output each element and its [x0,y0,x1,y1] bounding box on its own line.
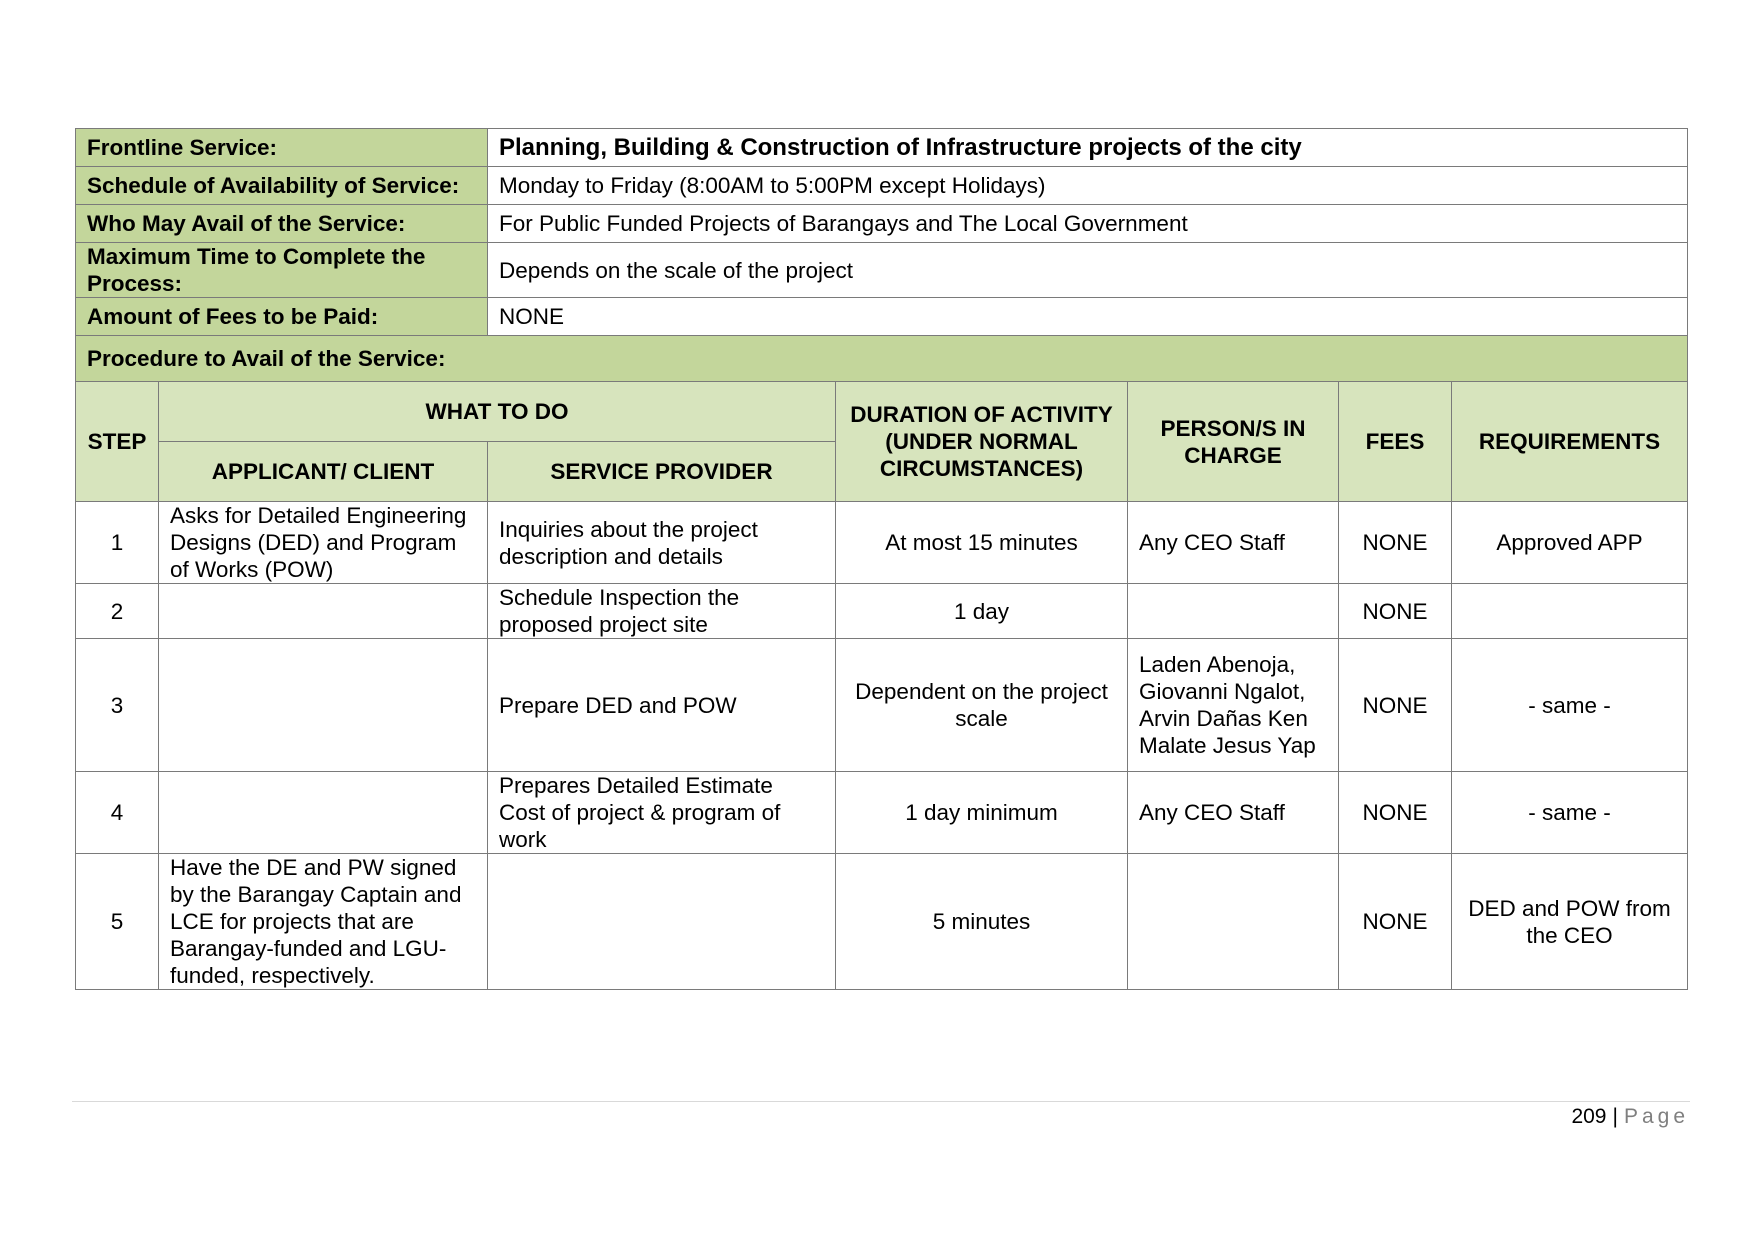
duration: Dependent on the project scale [836,639,1128,772]
who-label: Who May Avail of the Service: [76,205,488,243]
person-in-charge: Any CEO Staff [1128,772,1339,854]
fees: NONE [1339,502,1452,584]
header-fees: FEES [1339,382,1452,502]
duration: 1 day minimum [836,772,1128,854]
requirements: Approved APP [1452,502,1688,584]
header-persons: PERSON/S IN CHARGE [1128,382,1339,502]
procedure-header [76,382,1688,502]
info-row-fees [76,298,1688,336]
procedure-label: Procedure to Avail of the Service: [76,336,1688,382]
duration: At most 15 minutes [836,502,1128,584]
person-in-charge [1128,584,1339,639]
max-time-value: Depends on the scale of the project [488,243,1688,298]
max-time-label: Maximum Time to Complete the Process: [76,243,488,298]
header-what-to-do: WHAT TO DO [159,382,836,442]
step-number: 3 [76,639,159,772]
info-row-max-time [76,243,1688,298]
schedule-value: Monday to Friday (8:00AM to 5:00PM except Holidays) [488,167,1688,205]
page-separator: | [1612,1105,1618,1128]
step-row [76,584,1688,639]
who-value: For Public Funded Projects of Barangays and The Local Government [488,205,1688,243]
step-number: 5 [76,854,159,990]
provider-action [488,854,836,990]
citizens-charter-sheet [75,128,1687,990]
procedure-steps [76,502,1688,990]
fees: NONE [1339,854,1452,990]
frontline-value: Planning, Building & Construction of Infrastructure projects of the city [488,129,1688,167]
requirements: DED and POW from the CEO [1452,854,1688,990]
page-word: Page [1623,1105,1689,1128]
header-step: STEP [76,382,159,502]
step-row [76,639,1688,772]
person-in-charge: Laden Abenoja, Giovanni Ngalot, Arvin Dañas Ken Malate Jesus Yap [1128,639,1339,772]
provider-action: Schedule Inspection the proposed project site [488,584,836,639]
fees-label: Amount of Fees to be Paid: [76,298,488,336]
duration: 1 day [836,584,1128,639]
step-number: 2 [76,584,159,639]
requirements: - same - [1452,639,1688,772]
procedure-section [76,336,1688,382]
header-row-1 [76,382,1688,442]
header-requirements: REQUIREMENTS [1452,382,1688,502]
header-duration: DURATION OF ACTIVITY (UNDER NORMAL CIRCUMSTANCES) [836,382,1128,502]
applicant-action [159,584,488,639]
page-footer [1571,1105,1689,1129]
step-row [76,772,1688,854]
step-row [76,854,1688,990]
header-applicant: APPLICANT/ CLIENT [159,442,488,502]
requirements: - same - [1452,772,1688,854]
fees-value: NONE [488,298,1688,336]
service-info [76,129,1688,336]
fees: NONE [1339,772,1452,854]
fees: NONE [1339,639,1452,772]
applicant-action [159,639,488,772]
requirements [1452,584,1688,639]
provider-action: Prepares Detailed Estimate Cost of project & program of work [488,772,836,854]
person-in-charge: Any CEO Staff [1128,502,1339,584]
duration: 5 minutes [836,854,1128,990]
person-in-charge [1128,854,1339,990]
applicant-action: Have the DE and PW signed by the Barangay Captain and LCE for projects that are Barangay-funded and LGU-funded, respectively. [159,854,488,990]
schedule-label: Schedule of Availability of Service: [76,167,488,205]
provider-action: Inquiries about the project description and details [488,502,836,584]
info-row-who [76,205,1688,243]
service-table [75,128,1688,990]
step-number: 1 [76,502,159,584]
step-number: 4 [76,772,159,854]
provider-action: Prepare DED and POW [488,639,836,772]
step-row [76,502,1688,584]
info-row-schedule [76,167,1688,205]
applicant-action [159,772,488,854]
applicant-action: Asks for Detailed Engineering Designs (DED) and Program of Works (POW) [159,502,488,584]
procedure-row [76,336,1688,382]
frontline-label: Frontline Service: [76,129,488,167]
info-row-frontline [76,129,1688,167]
fees: NONE [1339,584,1452,639]
footer-divider [72,1101,1690,1102]
header-provider: SERVICE PROVIDER [488,442,836,502]
page-number: 209 [1571,1105,1607,1128]
